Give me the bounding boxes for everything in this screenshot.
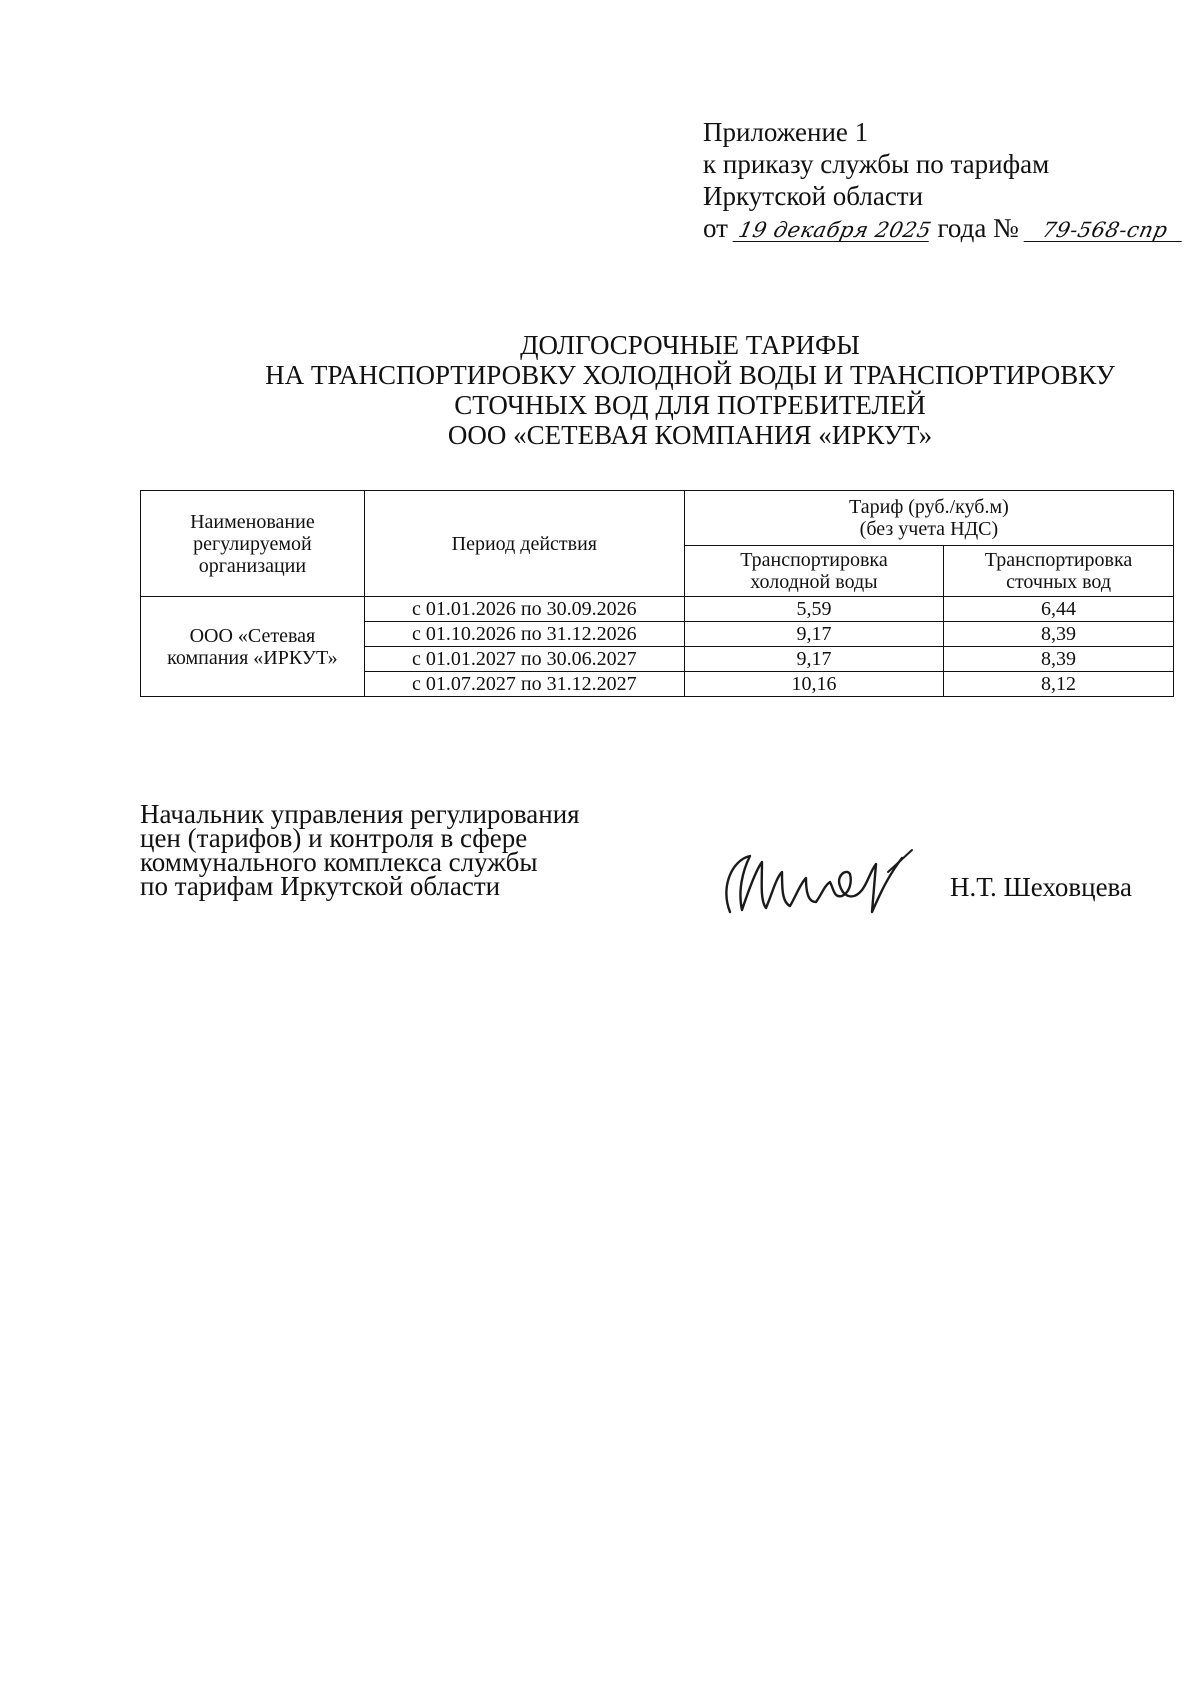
period-cell: с 01.01.2026 по 30.09.2026 (364, 597, 684, 622)
signatory-name: Н.Т. Шеховцева (950, 872, 1132, 902)
cold-tariff-cell: 5,59 (684, 597, 943, 622)
header-period: Период действия (364, 491, 684, 597)
header-tariff-line: Тариф (руб./куб.м) (849, 496, 1009, 518)
position-line: цен (тарифов) и контроля в сфере (140, 823, 528, 853)
table-row (141, 597, 1174, 622)
header-org-line: регулируемой (193, 532, 312, 555)
document-title (140, 330, 1200, 450)
appendix-line-4 (703, 212, 1184, 244)
header-org-line: Наименование (190, 510, 315, 533)
handwritten-signature (712, 842, 922, 922)
position-line: Начальник управления регулирования (140, 799, 580, 829)
header-cold-line: Транспортировка (740, 549, 888, 571)
title-line-4: ООО «СЕТЕВАЯ КОМПАНИЯ «ИРКУТ» (447, 420, 933, 450)
sewage-tariff-cell: 6,44 (944, 597, 1174, 622)
appendix-ot: от (703, 213, 728, 243)
header-org (141, 491, 365, 597)
header-cold-water (684, 546, 943, 597)
header-sewage (944, 546, 1174, 597)
cold-tariff-cell: 10,16 (684, 672, 943, 697)
title-line-2: НА ТРАНСПОРТИРОВКУ ХОЛОДНОЙ ВОДЫ И ТРАНСПОРТИРОВКУ (265, 360, 1115, 390)
header-org-line: организации (198, 554, 307, 577)
period-cell: с 01.07.2027 по 31.12.2027 (364, 672, 684, 697)
appendix-line-1: Приложение 1 (703, 117, 869, 147)
header-sewage-line: сточных вод (1006, 571, 1112, 593)
handwritten-order-number: 79-568-спр (1023, 219, 1186, 242)
tariff-table (140, 490, 1174, 697)
appendix-header (703, 116, 1184, 244)
header-tariff-line: (без учета НДС) (859, 518, 999, 540)
sewage-tariff-cell: 8,39 (944, 622, 1174, 647)
table-header-row (141, 491, 1174, 546)
period-cell: с 01.10.2026 по 31.12.2026 (364, 622, 684, 647)
appendix-year-no: года № (937, 213, 1019, 243)
period-cell: с 01.01.2027 по 30.06.2027 (364, 647, 684, 672)
position-line: по тарифам Иркутской области (140, 871, 501, 901)
cold-tariff-cell: 9,17 (684, 622, 943, 647)
header-sewage-line: Транспортировка (984, 549, 1133, 571)
sewage-tariff-cell: 8,39 (944, 647, 1174, 672)
org-name-line: ООО «Сетевая (189, 624, 316, 647)
signatory-position (140, 799, 580, 901)
org-name-line: компания «ИРКУТ» (167, 646, 338, 669)
position-line: коммунального комплекса службы (140, 847, 538, 877)
appendix-line-3: Иркутской области (703, 181, 924, 211)
org-name-cell (141, 597, 365, 697)
header-tariff (684, 491, 1173, 546)
header-cold-line: холодной воды (750, 571, 878, 593)
title-line-1: ДОЛГОСРОЧНЫЕ ТАРИФЫ (520, 330, 860, 360)
appendix-line-2: к приказу службы по тарифам (703, 149, 1050, 179)
sewage-tariff-cell: 8,12 (944, 672, 1174, 697)
cold-tariff-cell: 9,17 (684, 647, 943, 672)
title-line-3: СТОЧНЫХ ВОД ДЛЯ ПОТРЕБИТЕЛЕЙ (454, 390, 926, 420)
handwritten-date: 19 декабря 2025 (732, 219, 933, 242)
